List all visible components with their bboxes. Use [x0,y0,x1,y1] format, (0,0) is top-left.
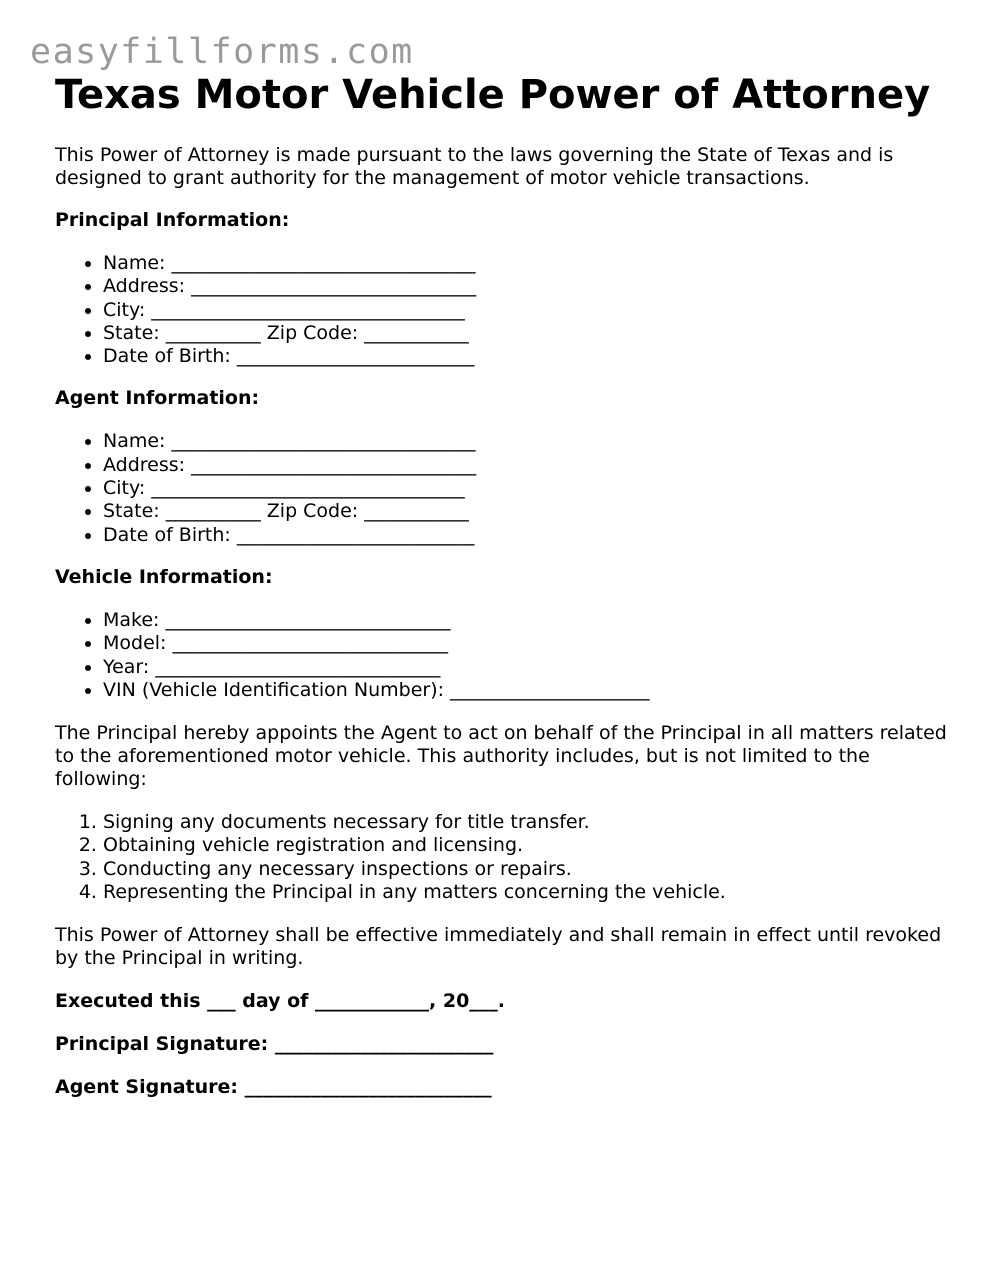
vehicle-vin-field[interactable]: • VIN (Vehicle Identification Number): _____________________ [103,679,955,702]
agent-city-field[interactable]: • City: _________________________________ [103,477,955,500]
principal-dob-field[interactable]: • Date of Birth: _________________________ [103,345,955,368]
intro-paragraph: This Power of Attorney is made pursuant to the laws governing the State of Texas and is designed to grant authority for the management of motor vehicle transactions. [55,144,894,189]
agent-dob-field[interactable]: • Date of Birth: _________________________ [103,524,955,547]
watermark: easyfillforms.com [30,32,414,72]
principal-fields-list [55,252,955,368]
power-item: 4. Representing the Principal in any matters concerning the vehicle. [103,881,955,904]
power-item: 1. Signing any documents necessary for title transfer. [103,811,955,834]
agent-signature-line[interactable]: Agent Signature: __________________________ [55,1076,492,1099]
vehicle-year-field[interactable]: • Year: ______________________________ [103,656,955,679]
vehicle-make-field[interactable]: • Make: ______________________________ [103,609,955,632]
agent-fields-list [55,430,955,546]
principal-name-field[interactable]: • Name: ________________________________ [103,252,955,275]
agent-address-field[interactable]: • Address: ______________________________ [103,454,955,477]
appointment-paragraph: The Principal hereby appoints the Agent to act on behalf of the Principal in all matters related to the aforementioned motor vehicle. This authority includes, but is not limited to the following: [55,722,947,791]
vehicle-heading: Vehicle Information: [55,565,273,588]
power-item: 3. Conducting any necessary inspections or repairs. [103,858,955,881]
vehicle-fields-list [55,609,955,702]
agent-name-field[interactable]: • Name: ________________________________ [103,430,955,453]
vehicle-model-field[interactable]: • Model: _____________________________ [103,632,955,655]
agent-state-zip-field[interactable]: • State: __________ Zip Code: ___________ [103,500,955,523]
document-page [55,70,955,1099]
principal-address-field[interactable]: • Address: ______________________________ [103,275,955,298]
agent-heading: Agent Information: [55,387,260,410]
document-title: Texas Motor Vehicle Power of Attorney [55,72,931,118]
effective-paragraph: This Power of Attorney shall be effective immediately and shall remain in effect until revoked by the Principal in writing. [55,924,942,970]
principal-signature-line[interactable]: Principal Signature: _______________________ [55,1033,494,1056]
power-item: 2. Obtaining vehicle registration and licensing. [103,834,955,857]
principal-city-field[interactable]: • City: _________________________________ [103,299,955,322]
principal-state-zip-field[interactable]: • State: __________ Zip Code: ___________ [103,322,955,345]
principal-heading: Principal Information: [55,209,290,231]
executed-date-line[interactable]: Executed this ___ day of ____________, 20___. [55,990,506,1013]
powers-list [55,811,955,904]
